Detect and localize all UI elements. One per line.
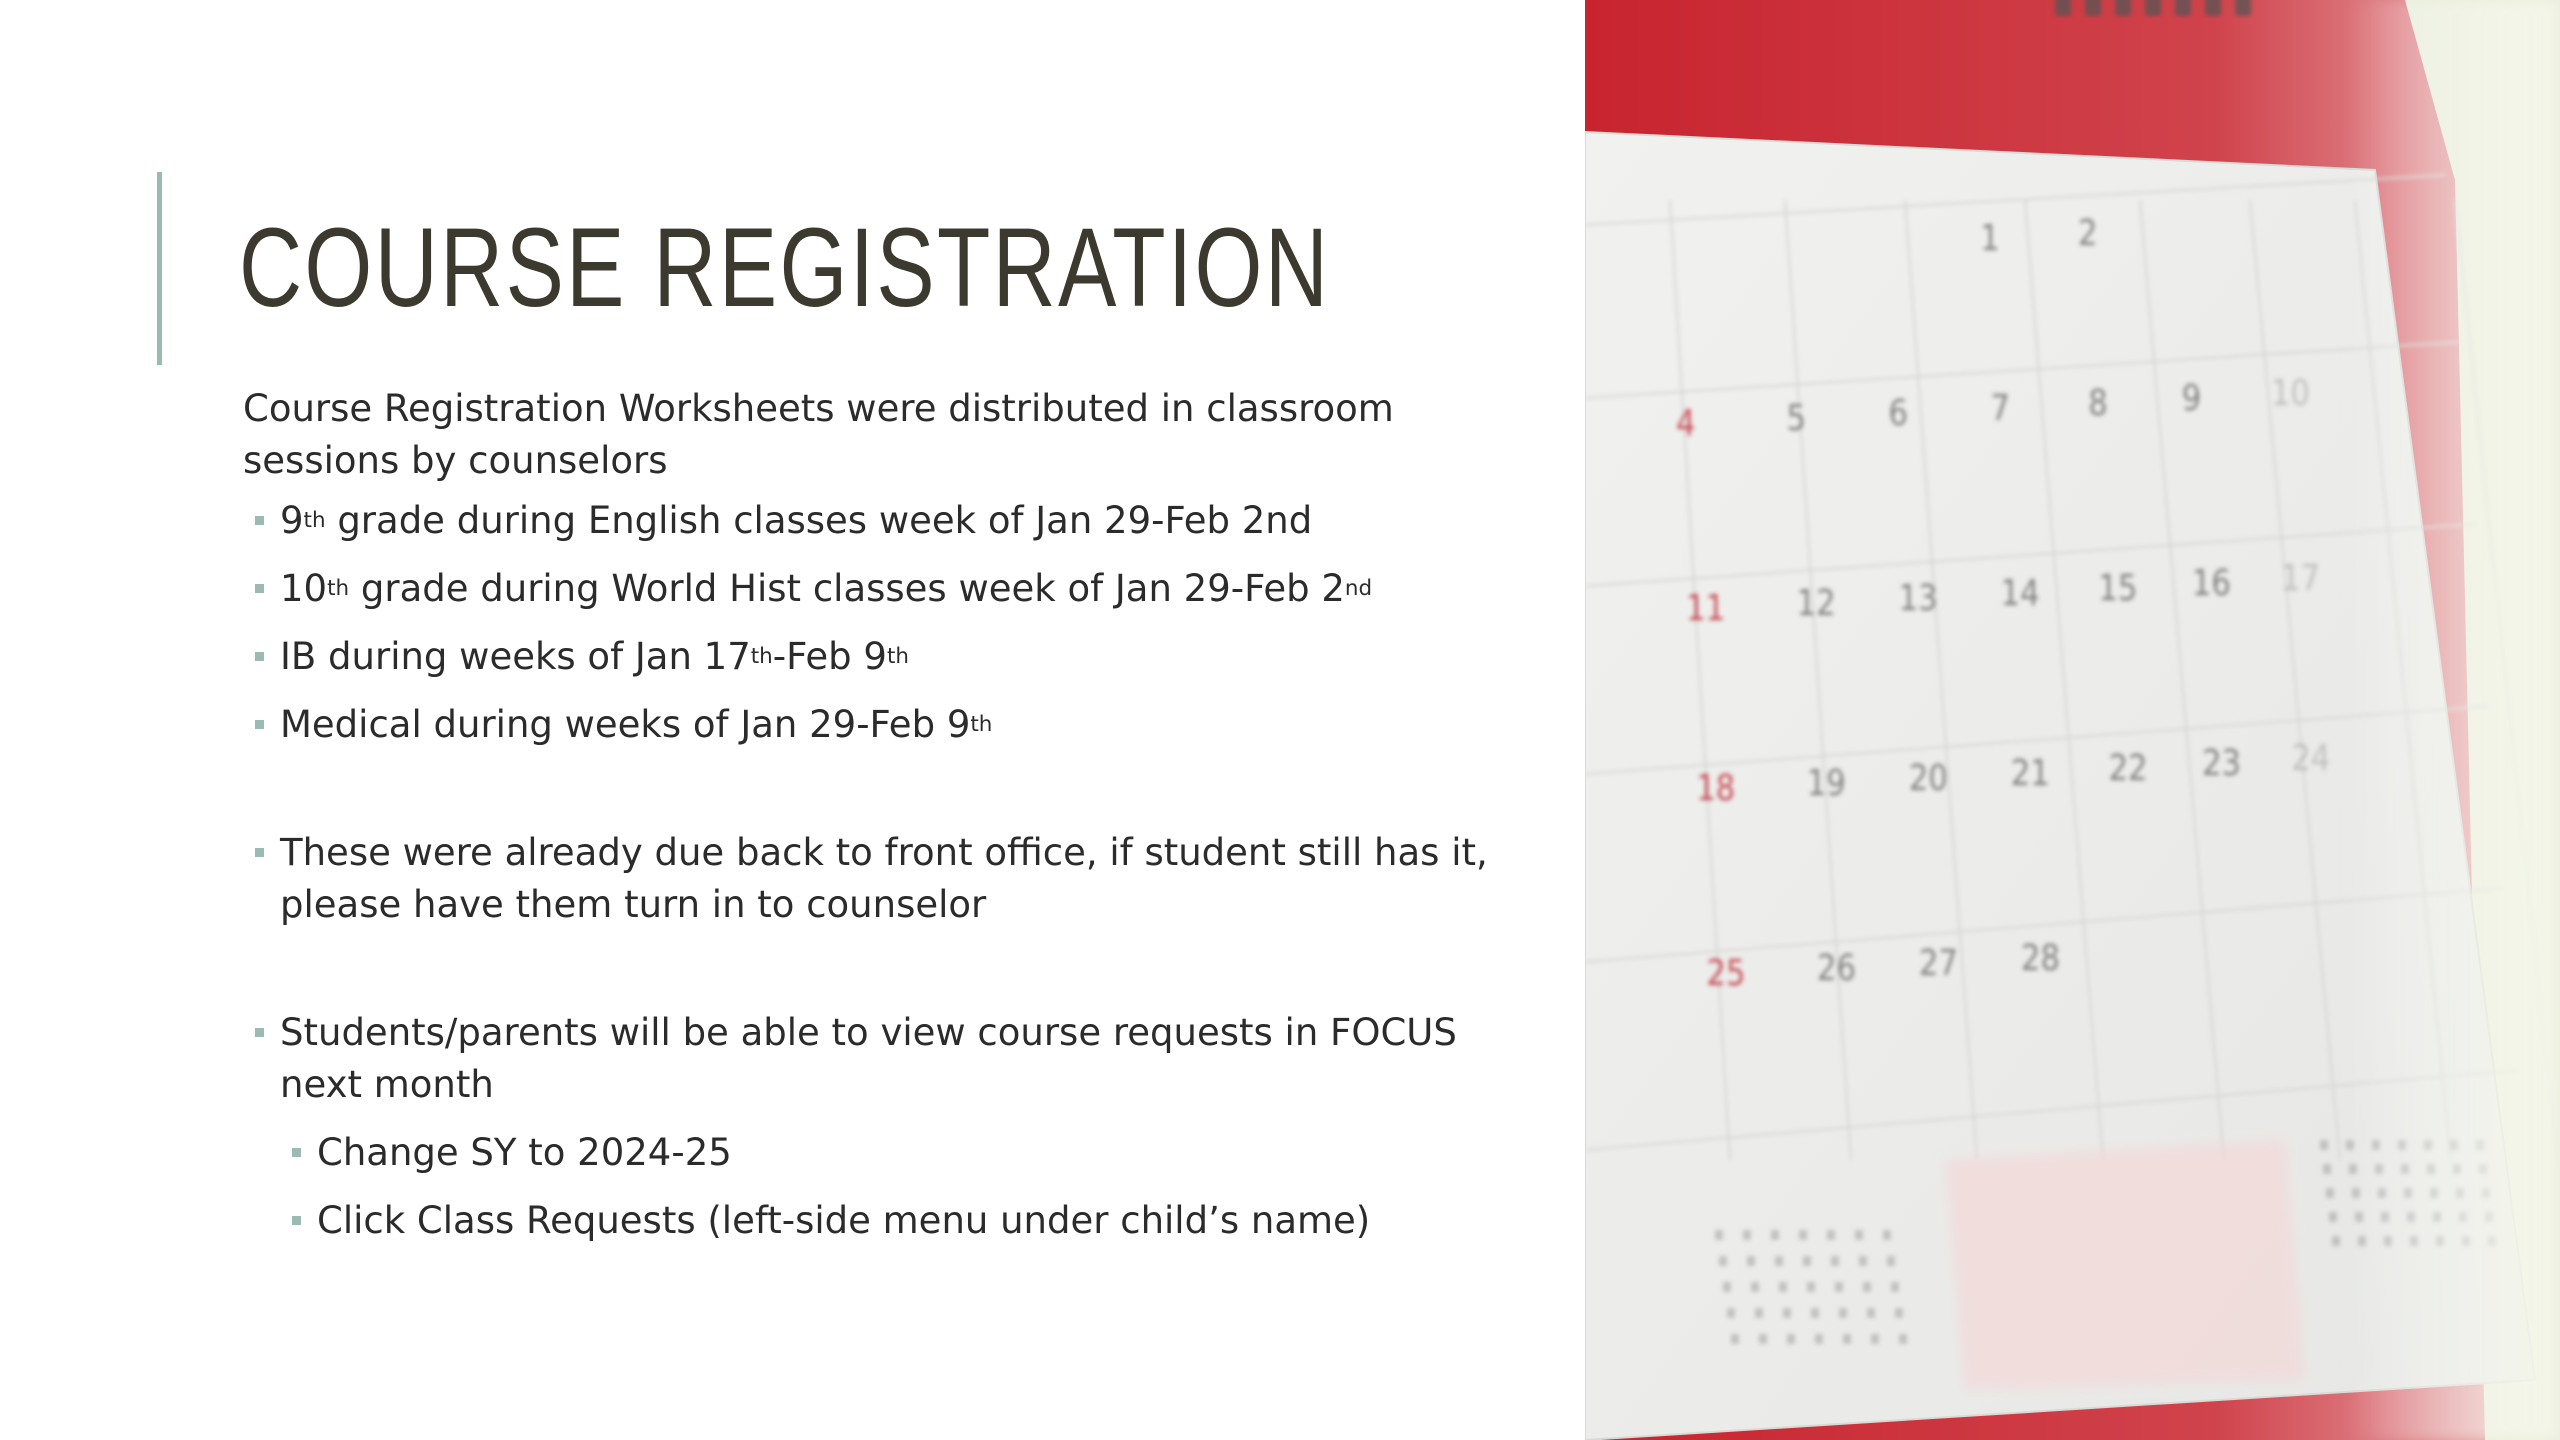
list-item: Medical during weeks of Jan 29-Feb 9th: [243, 699, 1493, 751]
calendar-date: 22: [2108, 746, 2148, 789]
calendar-date: 5: [1786, 396, 1806, 439]
sub-list-item: Click Class Requests (left-side menu under child’s name): [280, 1195, 1493, 1247]
calendar-date: 25: [1706, 951, 1746, 994]
list-item: 9th grade during English classes week of Jan 29-Feb 2nd: [243, 495, 1493, 547]
list-item: IB during weeks of Jan 17th-Feb 9th: [243, 631, 1493, 683]
calendar-date: 16: [2191, 561, 2231, 604]
bullet-marker: [255, 848, 264, 857]
sub-list-item: Change SY to 2024-25: [280, 1127, 1493, 1179]
title-accent-bar: [157, 172, 162, 365]
calendar-date: 10: [2270, 371, 2310, 414]
intro-paragraph: Course Registration Worksheets were distributed in classroom sessions by counselors: [243, 387, 1394, 482]
calendar-note-area: [1945, 1140, 2305, 1390]
calendar-date: 27: [1919, 941, 1958, 984]
calendar-image: [1585, 0, 2560, 1440]
calendar-date: 7: [1990, 386, 2010, 429]
slide-body: [243, 383, 1493, 1247]
calendar-date: 1: [1980, 216, 2000, 259]
sub-bullet-list: [280, 1127, 1493, 1247]
calendar-date: 13: [1898, 576, 1938, 619]
calendar-date: 20: [1908, 756, 1948, 799]
calendar-date: 18: [1696, 766, 1736, 809]
bullet-marker: [292, 1148, 301, 1157]
calendar-date: 28: [2021, 936, 2060, 979]
bullet-marker: [255, 516, 264, 525]
calendar-date: 12: [1796, 581, 1836, 624]
calendar-date: 2: [2078, 211, 2098, 254]
bullet-marker: [255, 720, 264, 729]
calendar-date: 14: [2000, 571, 2040, 614]
bullet-marker: [292, 1216, 301, 1225]
calendar-date: 17: [2281, 556, 2321, 599]
calendar-date: 9: [2181, 376, 2202, 419]
calendar-date: 23: [2202, 741, 2242, 784]
list-item: 10th grade during World Hist classes week of Jan 29-Feb 2nd: [243, 563, 1493, 615]
calendar-date: 24: [2291, 736, 2331, 779]
bullet-marker: [255, 1028, 264, 1037]
list-item-focus: Students/parents will be able to view course requests in FOCUS next month Change SY to 2024-25 Click Class Requests (left-side menu under child’s name): [243, 1007, 1493, 1247]
list-item-note: These were already due back to front office, if student still has it, please have them turn in to counselor: [243, 827, 1493, 931]
bullet-list: [243, 495, 1493, 1247]
calendar-date: 4: [1675, 401, 1696, 444]
calendar-date: 21: [2010, 751, 2050, 794]
calendar-date: 26: [1817, 946, 1856, 989]
slide-title: COURSE REGISTRATION: [239, 205, 1331, 330]
calendar-photo: [1585, 0, 2560, 1440]
calendar-date: 6: [1888, 391, 1908, 434]
calendar-date: 15: [2098, 566, 2138, 609]
calendar-date: 19: [1806, 761, 1846, 804]
bullet-marker: [255, 584, 264, 593]
calendar-date: 8: [2088, 381, 2108, 424]
bullet-marker: [255, 652, 264, 661]
calendar-date: 11: [1686, 586, 1726, 629]
